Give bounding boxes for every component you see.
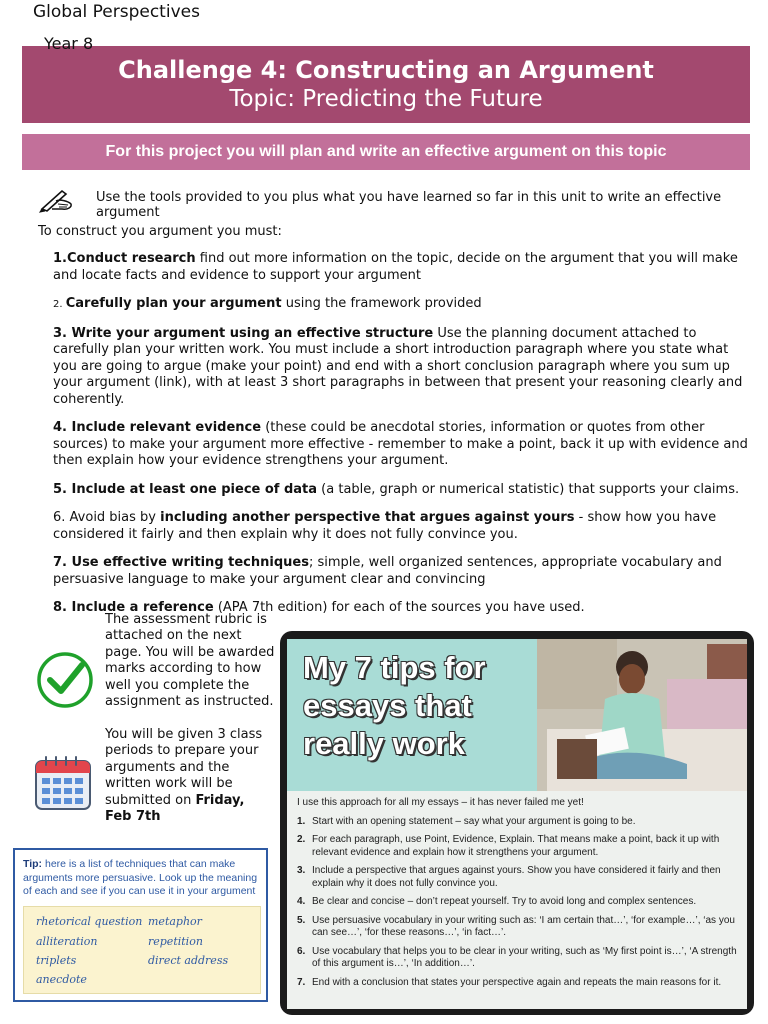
list-item: 8. Include a reference (APA 7th edition) for each of the sources you have used.	[53, 600, 585, 615]
poster-title: My 7 tips for essays that really work	[303, 650, 486, 761]
calendar-icon	[34, 755, 92, 811]
list-item: 3. Include a perspective that argues against yours. Show you have considered it fairly and then explain why it does not fully convince you.	[297, 865, 721, 889]
project-bar: For this project you will plan and write an effective argument on this topic	[22, 134, 750, 170]
pen-hand-icon	[38, 185, 74, 213]
page-title: Challenge 4: Constructing an Argument	[118, 56, 654, 84]
technique-item: triplets	[36, 954, 77, 967]
topic-subtitle: Topic: Predicting the Future	[229, 86, 543, 112]
poster-body	[297, 797, 737, 995]
rubric-note: The assessment rubric is attached on the next page. You will be awarded marks according to how well you complete the assignment as instructed.	[105, 612, 275, 710]
list-item: 7. End with a conclusion that states your perspective again and repeats the main reasons for it.	[297, 976, 722, 988]
list-item: 5. Include at least one piece of data (a table, graph or numerical statistic) that supports your claims.	[53, 481, 740, 497]
title-banner	[22, 46, 750, 123]
list-item: 2. Carefully plan your argument using the framework provided	[53, 296, 482, 311]
tips-poster	[280, 631, 754, 1015]
lead-text: To construct you argument you must:	[38, 224, 282, 239]
tip-text: Tip: here is a list of techniques that can make arguments more persuasive. Look up the meaning of each and see if you can use it in your argument	[23, 858, 258, 897]
list-item: 7. Use effective writing techniques; simple, well organized sentences, appropriate vocabulary and persuasive language to make your argument clear and convincing	[53, 555, 722, 587]
year-label: Year 8	[44, 34, 94, 53]
technique-item: repetition	[148, 935, 203, 948]
intro-text: Use the tools provided to you plus what you have learned so far in this unit to write an effective argument	[96, 190, 722, 220]
list-item: 6. Use vocabulary that helps you to be clear in your writing, such as ‘My first point is…’, ‘A strength of this argument is…’, ‘In addition…’.	[297, 945, 737, 969]
technique-item: rhetorical question	[36, 915, 143, 928]
poster-tips	[297, 816, 737, 990]
list-item: 6. Avoid bias by including another perspective that argues against yours - show how you have considered it fairly and then explain why it does not fully convince you.	[53, 510, 717, 542]
list-item: 4. Include relevant evidence (these could be anecdotal stories, information or quotes from other sources) to make your argument more effective - remember to make a point, back it up with evidence and then explain how your evidence strengthens your argument.	[53, 420, 748, 468]
due-date: Friday, Feb 7th	[105, 792, 245, 825]
technique-item: metaphor	[148, 915, 202, 928]
list-item: 3. Write your argument using an effective structure Use the planning document attached to carefully plan your written work. You must include a short introduction paragraph where you state what you are going to argue (make your point) and end with a short conclusion paragraph where you sum up your argument (link), with at least 3 short paragraphs in between that present your reasoning clearly and coherently.	[53, 325, 743, 407]
periods-note: You will be given 3 class periods to prepare your arguments and the written work will be submitted on Friday, Feb 7th	[105, 727, 263, 825]
poster-intro: I use this approach for all my essays – it has never failed me yet!	[297, 797, 584, 808]
list-item: 1.Conduct research find out more information on the topic, decide on the argument that you will make and locate facts and evidence to support your argument	[53, 251, 738, 283]
list-item: 2. For each paragraph, use Point, Evidence, Explain. That means make a point, back it up with relevant evidence and explain how it strengthens your argument.	[297, 834, 720, 858]
poster-header	[287, 639, 747, 791]
subject-label: Global Perspectives	[33, 2, 200, 22]
list-item: 1. Start with an opening statement – say what your argument is going to be.	[297, 815, 636, 827]
tip-box	[13, 848, 268, 1002]
technique-item: anecdote	[36, 973, 87, 986]
technique-item: alliteration	[36, 935, 98, 948]
list-item: 5. Use persuasive vocabulary in your writing such as: ‘I am certain that…’, ‘for example…’, ‘as you can see…’, ‘for these reasons…’, ‘in fact…’.	[297, 914, 735, 938]
technique-item: direct address	[148, 954, 229, 967]
list-item: 4. Be clear and concise – don’t repeat yourself. Try to avoid long and complex sentences.	[297, 896, 697, 907]
instruction-list	[53, 251, 748, 629]
checkmark-icon	[35, 650, 95, 710]
techniques-note	[23, 906, 261, 994]
